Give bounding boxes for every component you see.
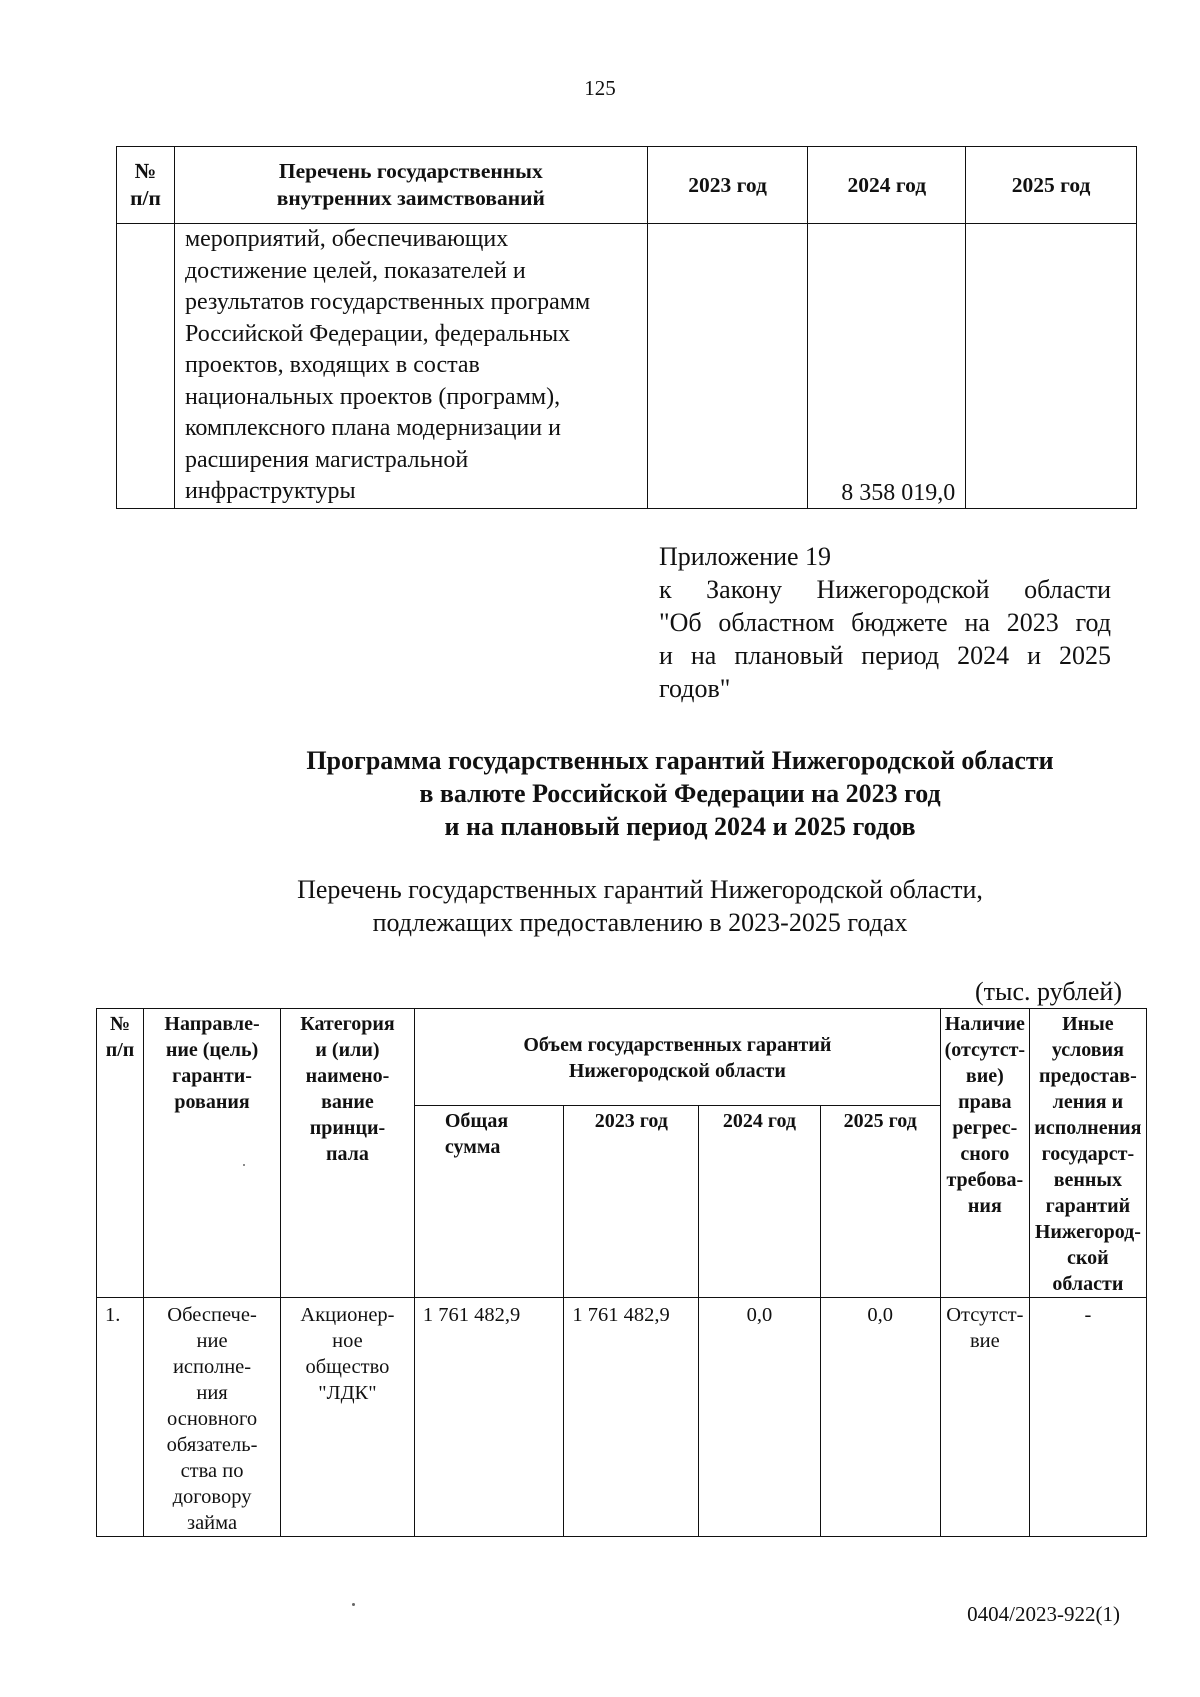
header-line: ления и xyxy=(1052,1091,1124,1113)
header-line: государст- xyxy=(1041,1143,1135,1165)
cell-line: общество xyxy=(305,1356,390,1378)
cell-line: Отсутст- xyxy=(946,1304,1024,1326)
appendix-line: к Закону Нижегородской области xyxy=(659,575,1111,604)
cell-line: вие xyxy=(969,1330,1000,1352)
header-line: исполнения xyxy=(1034,1117,1142,1139)
header-line: регрес- xyxy=(952,1117,1018,1139)
appendix-line: Приложение 19 xyxy=(659,542,832,571)
page-number: 125 xyxy=(584,76,616,100)
cell-line: Акционер- xyxy=(300,1304,395,1326)
header-line: Категория xyxy=(300,1013,395,1035)
cell-line: ния xyxy=(196,1382,228,1404)
borrowings-table xyxy=(116,146,1137,509)
row-category xyxy=(281,1298,415,1537)
unit-note: (тыс. рублей) xyxy=(974,977,1122,1006)
row-name-cell xyxy=(174,224,647,509)
appendix-line: годов" xyxy=(659,674,731,703)
header-num xyxy=(117,147,175,224)
cell-line: ние xyxy=(196,1330,228,1352)
cell-line: ства по xyxy=(180,1460,244,1482)
guarantees-table xyxy=(96,1008,1147,1537)
header-line: рования xyxy=(174,1091,250,1113)
scan-speck xyxy=(243,1164,245,1166)
header-line: гарантий xyxy=(1045,1195,1131,1217)
header-line: Наличие xyxy=(944,1013,1025,1035)
header-2025: 2025 год xyxy=(966,147,1137,224)
header-total xyxy=(414,1106,564,1298)
table-header-row xyxy=(97,1009,1147,1106)
header-2023: 2023 год xyxy=(647,147,808,224)
header-line: Иные xyxy=(1062,1013,1114,1035)
header-name xyxy=(174,147,647,224)
header-line: (отсутст- xyxy=(944,1039,1026,1061)
row-name-line: результатов государственных программ xyxy=(184,289,591,315)
header-num-text: № п/п xyxy=(130,159,161,210)
header-line: № xyxy=(109,1013,131,1035)
header-line: вание xyxy=(321,1091,374,1113)
header-line: Общая xyxy=(444,1110,509,1132)
footer-code: 0404/2023-922(1) xyxy=(967,1602,1120,1626)
header-line: принци- xyxy=(309,1117,386,1139)
row-2023-value xyxy=(647,224,808,509)
title-line: Программа государственных гарантий Нижегородской области xyxy=(306,746,1054,775)
row-2024-value: 8 358 019,0 xyxy=(808,224,966,509)
header-line: Направле- xyxy=(164,1013,260,1035)
header-line: Объем государственных гарантий xyxy=(523,1034,832,1056)
header-line: ния xyxy=(967,1195,1002,1217)
header-line: наимено- xyxy=(305,1065,390,1087)
appendix-line: "Об областном бюджете на 2023 год xyxy=(659,608,1111,637)
row-name-line: инфраструктуры xyxy=(184,478,356,504)
header-2023: 2023 год xyxy=(564,1106,699,1298)
document-subtitle xyxy=(200,873,1080,939)
scan-speck xyxy=(352,1603,355,1606)
row-name-line: достижение целей, показателей и xyxy=(184,257,526,284)
appendix-block xyxy=(659,540,1111,705)
header-line: Нижегород- xyxy=(1034,1221,1141,1243)
header-line: ской xyxy=(1067,1247,1109,1269)
row-2025-value xyxy=(966,224,1137,509)
row-2023: 1 761 482,9 xyxy=(564,1298,699,1537)
cell-line: ное xyxy=(332,1330,363,1352)
header-line: Нижегородской области xyxy=(568,1060,786,1082)
header-line: венных xyxy=(1053,1169,1123,1191)
appendix-line: и на плановый период 2024 и 2025 xyxy=(659,641,1111,670)
row-2025: 0,0 xyxy=(820,1298,940,1537)
table-row xyxy=(117,224,1137,509)
header-num xyxy=(97,1009,144,1298)
row-total: 1 761 482,9 xyxy=(414,1298,564,1537)
header-line: вие) xyxy=(965,1065,1004,1087)
row-name-line: Российской Федерации, федеральных xyxy=(184,320,571,347)
row-2024: 0,0 xyxy=(699,1298,820,1537)
subtitle-line: Перечень государственных гарантий Нижегородской области, xyxy=(297,875,983,904)
table-header-row xyxy=(117,147,1137,224)
header-regress xyxy=(940,1009,1029,1298)
header-line: гаранти- xyxy=(172,1065,252,1087)
cell-line: Обеспече- xyxy=(167,1304,257,1326)
row-name-line: мероприятий, обеспечивающих xyxy=(184,226,509,252)
header-other xyxy=(1029,1009,1146,1298)
header-line: п/п xyxy=(105,1039,135,1061)
row-name-line: комплексного плана модернизации и xyxy=(184,415,561,441)
header-volume xyxy=(414,1009,940,1106)
header-line: ние (цель) xyxy=(165,1039,259,1061)
header-purpose xyxy=(144,1009,281,1298)
header-name-text: Перечень государственных внутренних заимствований xyxy=(276,159,545,210)
row-regress xyxy=(940,1298,1029,1537)
title-line: в валюте Российской Федерации на 2023 год xyxy=(419,779,941,808)
cell-line: "ЛДК" xyxy=(318,1382,377,1404)
row-name-line: расширения магистральной xyxy=(184,446,469,473)
header-2024: 2024 год xyxy=(808,147,966,224)
row-name-line: проектов, входящих в состав xyxy=(184,352,480,378)
header-line: сумма xyxy=(444,1136,501,1158)
header-line: права xyxy=(958,1091,1012,1113)
header-line: пала xyxy=(325,1143,369,1165)
cell-line: займа xyxy=(186,1512,238,1534)
header-line: и (или) xyxy=(315,1039,380,1061)
header-line: области xyxy=(1052,1273,1124,1295)
row-num-cell xyxy=(117,224,175,509)
header-line: предостав- xyxy=(1038,1065,1137,1087)
header-line: требова- xyxy=(946,1169,1024,1191)
header-2025: 2025 год xyxy=(820,1106,940,1298)
table-row xyxy=(97,1298,1147,1537)
title-line: и на плановый период 2024 и 2025 годов xyxy=(444,812,916,841)
cell-line: договору xyxy=(172,1486,252,1508)
header-line: условия xyxy=(1051,1039,1124,1061)
cell-line: основного xyxy=(166,1408,258,1430)
header-line: сного xyxy=(960,1143,1010,1165)
subtitle-line: подлежащих предоставлению в 2023-2025 годах xyxy=(372,908,908,937)
cell-line: обязатель- xyxy=(166,1434,258,1456)
header-2024: 2024 год xyxy=(699,1106,820,1298)
header-category xyxy=(281,1009,415,1298)
document-title xyxy=(240,744,1120,843)
row-name-line: национальных проектов (программ), xyxy=(184,383,561,410)
cell-line: исполне- xyxy=(172,1356,252,1378)
row-num: 1. xyxy=(97,1298,144,1537)
row-other: - xyxy=(1029,1298,1146,1537)
row-purpose xyxy=(144,1298,281,1537)
